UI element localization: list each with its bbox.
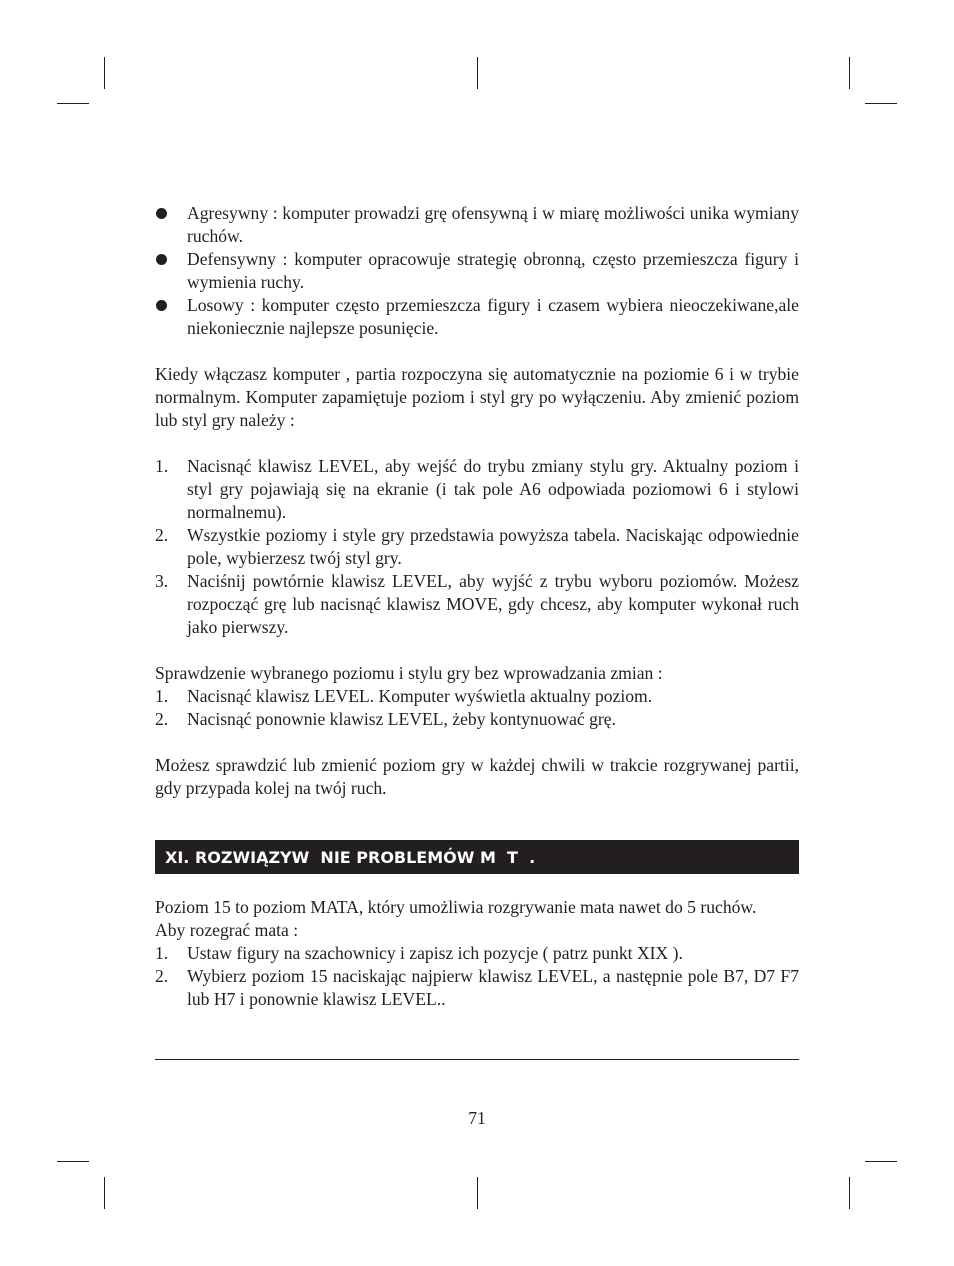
crop-mark	[477, 57, 478, 89]
bullet-icon	[156, 300, 167, 311]
list-item	[155, 294, 799, 340]
crop-mark	[849, 1177, 850, 1209]
list-item	[155, 942, 799, 965]
crop-mark	[865, 1161, 897, 1162]
check-steps-list	[155, 685, 799, 731]
bullet-icon	[156, 254, 167, 265]
step-number: 1.	[155, 943, 169, 963]
step-number: 3.	[155, 571, 169, 591]
list-item	[155, 248, 799, 294]
step-text: Wybierz poziom 15 naciskając najpierw klawisz LEVEL, a następnie pole B7, D7 F7 lub H7 i ponownie klawisz LEVEL..	[187, 966, 799, 1009]
list-item	[155, 455, 799, 524]
check-heading: Sprawdzenie wybranego poziomu i stylu gry bez wprowadzania zmian :	[155, 663, 663, 683]
list-item	[155, 685, 799, 708]
list-item	[155, 708, 799, 731]
crop-mark	[57, 1161, 89, 1162]
mate-intro: Aby rozegrać mata :	[155, 920, 299, 940]
step-number: 2.	[155, 709, 169, 729]
crop-mark	[104, 1177, 105, 1209]
mate-steps-list	[155, 942, 799, 1011]
step-number: 1.	[155, 456, 169, 476]
footer-divider	[155, 1059, 799, 1060]
step-text: Nacisnąć klawisz LEVEL. Komputer wyświetla aktualny poziom.	[187, 686, 653, 706]
step-text: Naciśnij powtórnie klawisz LEVEL, aby wyjść z trybu wyboru poziomów. Możesz rozpocząć grę lub nacisnąć klawisz MOVE, gdy chcesz, aby komputer wykonał ruch jako pierwszy.	[187, 571, 799, 637]
step-text: Nacisnąć ponownie klawisz LEVEL, żeby kontynuować grę.	[187, 709, 616, 729]
crop-mark	[104, 57, 105, 89]
bullet-icon	[156, 208, 167, 219]
play-style-list	[155, 202, 799, 340]
bullet-text: Defensywny : komputer opracowuje strategię obronną, często przemieszcza figury i wymienia ruchy.	[187, 249, 799, 292]
step-text: Wszystkie poziomy i style gry przedstawia powyższa tabela. Naciskając odpowiednie pole, wybierzesz twój styl gry.	[187, 525, 799, 568]
intro-paragraph: Kiedy włączasz komputer , partia rozpoczyna się automatycznie na poziomie 6 i w trybie normalnym. Komputer zapamiętuje poziom i styl gry po wyłączeniu. Aby zmienić poziom lub styl gry należy :	[155, 364, 799, 430]
anytime-paragraph: Możesz sprawdzić lub zmienić poziom gry w każdej chwili w trakcie rozgrywanej partii, gdy przypada kolej na twój ruch.	[155, 755, 799, 798]
section-title: XI. ROZWIĄZYW NIE PROBLEMÓW M T .	[155, 840, 799, 874]
mate-paragraph: Poziom 15 to poziom MATA, który umożliwia rozgrywanie mata nawet do 5 ruchów.	[155, 897, 757, 917]
step-number: 2.	[155, 525, 169, 545]
step-number: 1.	[155, 686, 169, 706]
step-text: Ustaw figury na szachownicy i zapisz ich pozycje ( patrz punkt XIX ).	[187, 943, 683, 963]
crop-mark	[865, 103, 897, 104]
list-item	[155, 524, 799, 570]
page-content	[155, 202, 799, 1011]
step-number: 2.	[155, 966, 169, 986]
list-item	[155, 965, 799, 1011]
bullet-text: Losowy : komputer często przemieszcza figury i czasem wybiera nieoczekiwane,ale niekoniecznie najlepsze posunięcie.	[187, 295, 799, 338]
crop-mark	[849, 57, 850, 89]
step-text: Nacisnąć klawisz LEVEL, aby wejść do trybu zmiany stylu gry. Aktualny poziom i styl gry pojawiają się na ekranie (i tak pole A6 odpowiada poziomowi 6 i stylowi normalnemu).	[187, 456, 799, 522]
page-number: 71	[468, 1108, 486, 1128]
crop-mark	[477, 1177, 478, 1209]
bullet-text: Agresywny : komputer prowadzi grę ofensywną i w miarę możliwości unika wymiany ruchów.	[187, 203, 799, 246]
crop-mark	[57, 103, 89, 104]
change-steps-list	[155, 455, 799, 639]
list-item	[155, 570, 799, 639]
list-item	[155, 202, 799, 248]
